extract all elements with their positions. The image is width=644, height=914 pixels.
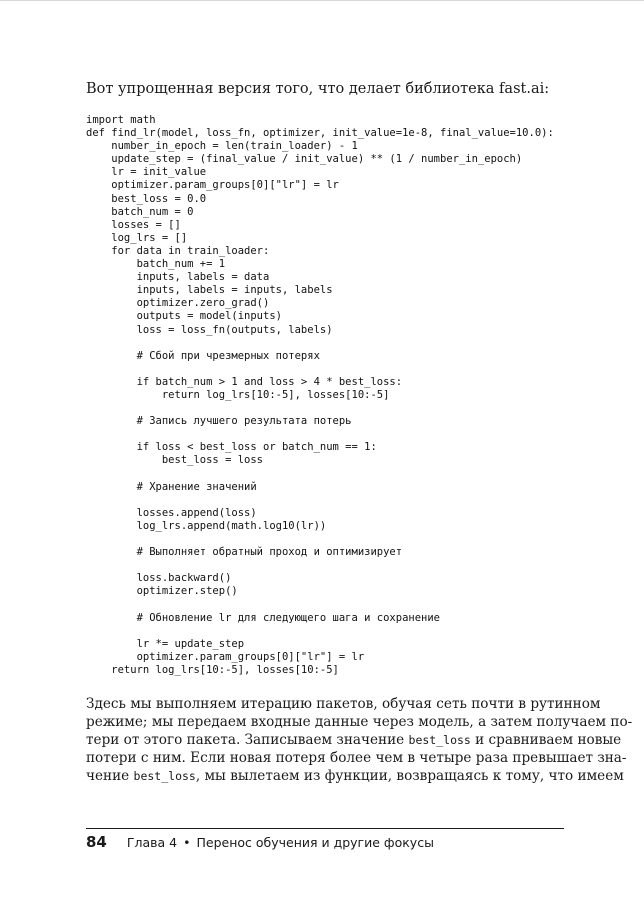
code-line: loss.backward()	[86, 572, 232, 585]
code-line: inputs, labels = data	[86, 271, 270, 284]
body-line: Здесь мы выполняем итерацию пакетов, обучая сеть почти в рутинном	[86, 696, 601, 712]
code-line: losses = []	[86, 218, 181, 231]
inline-code: best_loss	[408, 733, 471, 748]
chapter-title: Перенос обучения и другие фокусы	[196, 835, 434, 850]
body-line	[86, 731, 622, 749]
code-line: optimizer.param_groups[0]["lr"] = lr	[86, 179, 339, 192]
intro-paragraph: Вот упрощенная версия того, что делает библиотека fast.ai:	[86, 81, 550, 97]
body-text-segment: тери от этого пакета. Записываем значение	[86, 732, 405, 749]
inline-code: best_loss	[133, 769, 196, 784]
code-line: batch_num = 0	[86, 205, 194, 218]
bullet-separator: •	[183, 835, 191, 850]
code-line: return log_lrs[10:-5], losses[10:-5]	[86, 663, 339, 676]
code-line: lr = init_value	[86, 166, 207, 179]
body-line: потери с ним. Если новая потеря более чем в четыре раза превышает зна-	[86, 750, 627, 767]
code-line	[86, 337, 566, 350]
code-line: import math	[86, 114, 156, 126]
footer-divider	[86, 828, 564, 829]
code-line	[86, 598, 566, 611]
code-line: loss = loss_fn(outputs, labels)	[86, 323, 333, 336]
code-line: update_step = (final_value / init_value) ** (1 / number_in_epoch)	[86, 153, 523, 166]
code-line: lr *= update_step	[86, 637, 245, 650]
code-line: batch_num += 1	[86, 258, 226, 271]
code-line: optimizer.param_groups[0]["lr"] = lr	[86, 650, 365, 663]
code-line	[86, 428, 566, 441]
code-line: for data in train_loader:	[86, 244, 270, 257]
code-line	[86, 363, 566, 376]
code-line: def find_lr(model, loss_fn, optimizer, init_value=1e-8, final_value=10.0):	[86, 127, 554, 140]
code-line: # Сбой при чрезмерных потерях	[86, 349, 320, 362]
code-line: # Обновление lr для следующего шага и сохранение	[86, 611, 441, 624]
page-number: 84	[86, 833, 107, 851]
code-line: log_lrs.append(math.log10(lr))	[86, 519, 327, 532]
code-line: optimizer.zero_grad()	[86, 297, 270, 310]
code-line: best_loss = loss	[86, 454, 264, 467]
code-line: if loss < best_loss or batch_num == 1:	[86, 441, 377, 454]
code-listing	[86, 114, 566, 677]
code-line: # Запись лучшего результата потерь	[86, 415, 352, 428]
code-line: return log_lrs[10:-5], losses[10:-5]	[86, 388, 390, 401]
code-line: best_loss = 0.0	[86, 192, 207, 205]
body-paragraph	[86, 695, 633, 785]
code-line: optimizer.step()	[86, 585, 238, 598]
code-line: # Хранение значений	[86, 480, 257, 493]
code-line	[86, 559, 566, 572]
code-line	[86, 533, 566, 546]
code-line: inputs, labels = inputs, labels	[86, 284, 333, 297]
code-line: # Выполняет обратный проход и оптимизирует	[86, 546, 403, 559]
code-line	[86, 402, 566, 415]
code-line	[86, 494, 566, 507]
code-line: outputs = model(inputs)	[86, 310, 282, 323]
body-text-segment: и сравниваем новые	[475, 732, 622, 749]
body-text-segment: чение	[86, 768, 130, 785]
code-line	[86, 625, 566, 638]
body-line: режиме; мы передаем входные данные через модель, а затем получаем по-	[86, 714, 633, 731]
code-line: log_lrs = []	[86, 231, 188, 244]
page-footer	[86, 833, 564, 851]
chapter-label: Глава 4	[126, 835, 178, 850]
body-line	[86, 767, 624, 785]
code-line: losses.append(loss)	[86, 506, 257, 519]
code-line: if batch_num > 1 and loss > 4 * best_loss:	[86, 375, 403, 388]
code-line	[86, 468, 566, 481]
body-text-segment: , мы вылетаем из функции, возвращаясь к тому, что имеем	[195, 768, 624, 785]
code-line: number_in_epoch = len(train_loader) - 1	[86, 140, 358, 153]
